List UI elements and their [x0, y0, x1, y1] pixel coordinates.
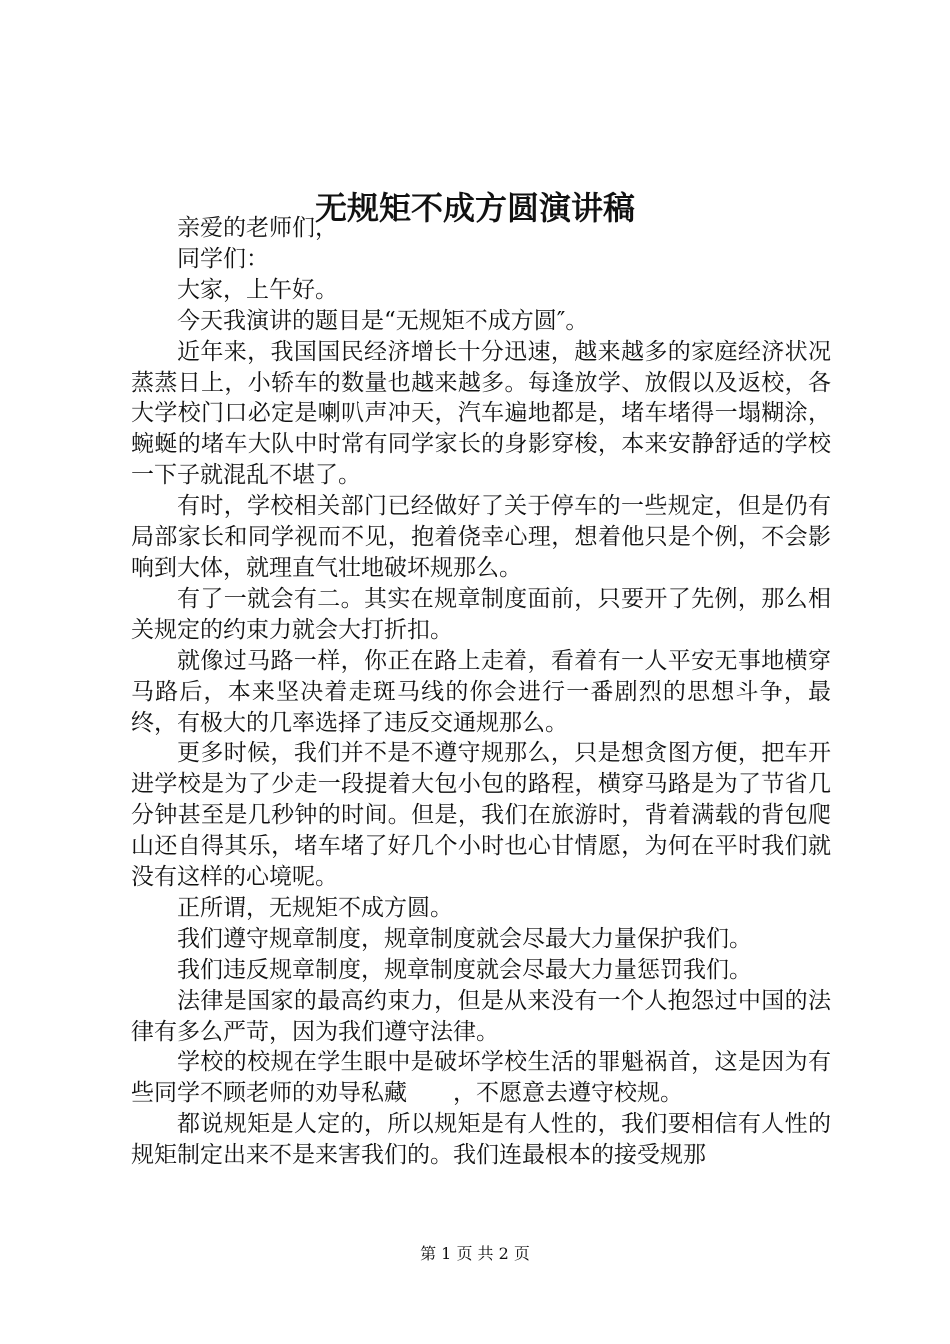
paragraph-humane-rules: 都说规矩是人定的，所以规矩是有人性的，我们要相信有人性的规矩制定出来不是来害我们的。我们连最根本的接受规那 [131, 1111, 831, 1169]
document-body [131, 213, 831, 1171]
paragraph-school-rules: 学校的校规在学生眼中是破坏学校生活的罪魁祸首，这是因为有些同学不顾老师的劝导私藏 ，不愿意去遵守校规。 [131, 1049, 831, 1107]
page-footer: 第 1 页 共 2 页 [420, 1244, 530, 1263]
paragraph-traffic: 近年来，我国国民经济增长十分迅速，越来越多的家庭经济状况蒸蒸日上，小轿车的数量也越来越多。每逢放学、放假以及返校，各大学校门口必定是喇叭声冲天，汽车遍地都是，堵车堵得一塌糊涂，蜿蜒的堵车大队中时常有同学家长的身影穿梭，本来安静舒适的学校一下子就混乱不堪了。 [131, 338, 831, 489]
paragraph-greeting-students: 同学们： [177, 245, 269, 272]
paragraph-law: 法律是国家的最高约束力，但是从来没有一个人抱怨过中国的法律有多么严苛，因为我们遵守法律。 [131, 987, 831, 1045]
paragraph-greeting-teachers: 亲爱的老师们， [177, 215, 338, 241]
paragraph-topic: 今天我演讲的题目是“无规矩不成方圆″。 [177, 307, 589, 334]
paragraph-crossing-road: 就像过马路一样，你正在路上走着，看着有一人平安无事地横穿马路后，本来坚决着走斑马线的你会进行一番剧烈的思想斗争，最终，有极大的几率选择了违反交通规那么。 [131, 647, 831, 736]
paragraph-parking-rules: 有时，学校相关部门已经做好了关于停车的一些规定，但是仍有局部家长和同学视而不见，抱着侥幸心理，想着他只是个例，不会影响到大体，就理直气壮地破坏规那么。 [131, 493, 831, 581]
paragraph-violate-rules: 我们违反规章制度，规章制度就会尽最大力量惩罚我们。 [177, 956, 752, 983]
paragraph-obey-rules: 我们遵守规章制度，规章制度就会尽最大力量保护我们。 [177, 925, 752, 952]
document-title: 无规矩不成方圆演讲稿 [314, 189, 635, 227]
paragraph-precedent: 有了一就会有二。其实在规章制度面前，只要开了先例，那么相关规定的约束力就会大打折扣。 [131, 585, 831, 643]
paragraph-convenience: 更多时候，我们并不是不遵守规那么，只是想贪图方便，把车开进学校是为了少走一段提着大包小包的路程，横穿马路是为了节省几分钟甚至是几秒钟的时间。但是，我们在旅游时，背着满载的背包爬山还自得其乐，堵车堵了好几个小时也心甘情愿，为何在平时我们就没有这样的心境呢。 [131, 740, 831, 891]
paragraph-good-morning: 大家，上午好。 [177, 276, 338, 303]
paragraph-saying: 正所谓，无规矩不成方圆。 [177, 894, 453, 921]
